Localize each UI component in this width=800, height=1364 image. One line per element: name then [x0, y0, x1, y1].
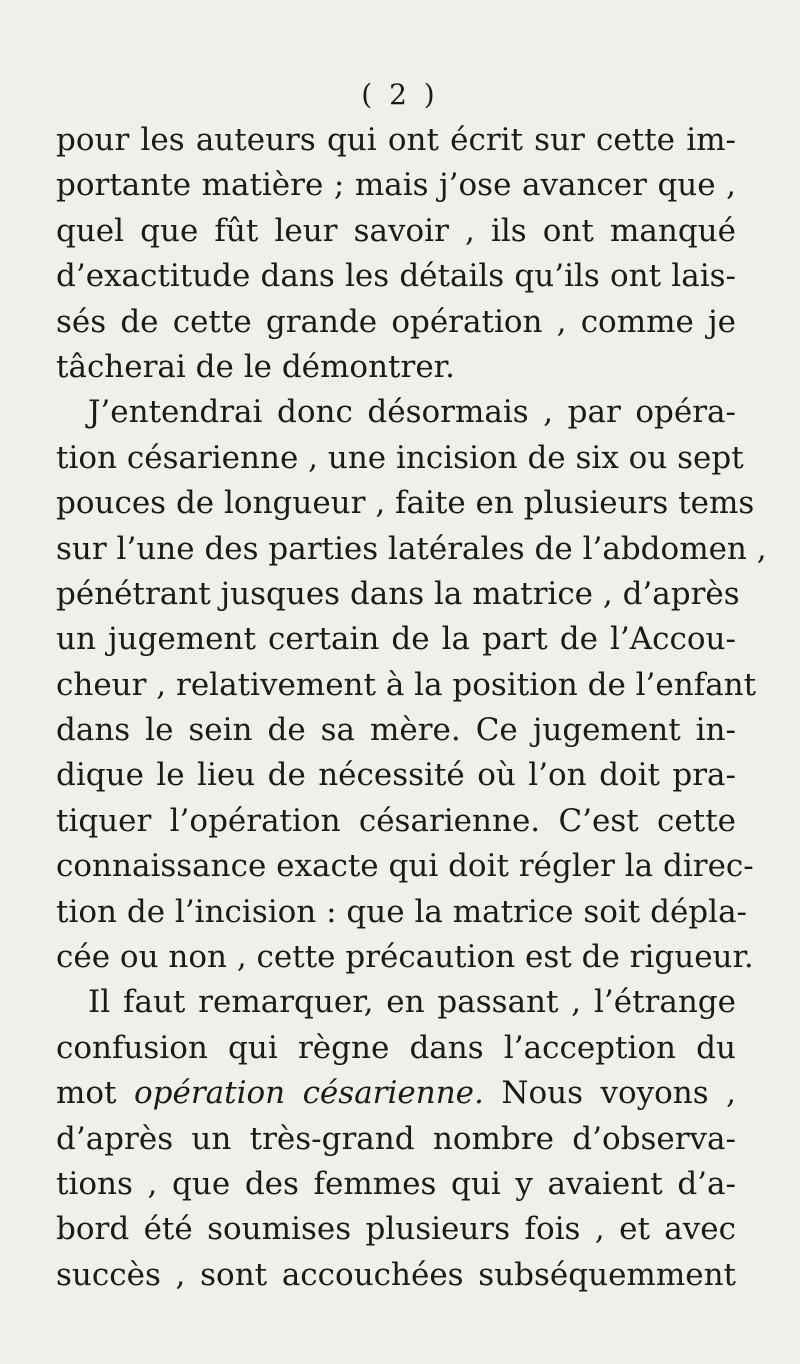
text-line: dans le sein de sa mère. Ce jugement in-: [56, 712, 736, 749]
text-line: d’après un très-grand nombre d’observa-: [56, 1120, 736, 1157]
page-number: ( 2 ): [361, 78, 439, 111]
text-line: tion césarienne , une incision de six ou sept: [56, 439, 744, 476]
text-line: pouces de longueur , faite en plusieurs tems: [56, 485, 755, 522]
text-line: d’exactitude dans les détails qu’ils ont lais-: [56, 258, 736, 295]
text-line-paragraph-end: tâcherai de le démontrer.: [56, 348, 455, 385]
text-line: portante matière ; mais j’ose avancer que ,: [56, 167, 736, 204]
text-segment: mot: [56, 1075, 134, 1112]
body-text: [56, 118, 767, 1298]
text-line: bord été soumises plusieurs fois , et avec: [56, 1211, 736, 1248]
text-line: cheur , relativement à la position de l’enfant: [56, 666, 757, 703]
text-line-paragraph-start: Il faut remarquer, en passant , l’étrange: [88, 984, 736, 1021]
text-line: dique le lieu de nécessité où l’on doit pra-: [56, 757, 736, 794]
text-line: tiquer l’opération césarienne. C’est cette: [56, 802, 736, 839]
text-line: pénétrant jusques dans la matrice , d’après: [56, 575, 740, 612]
text-line-with-italic: [56, 1071, 736, 1116]
text-segment: Nous voyons ,: [483, 1075, 736, 1112]
italic-term: opération césarienne.: [133, 1075, 484, 1112]
text-line: quel que fût leur savoir , ils ont manqué: [56, 212, 736, 249]
text-line: un jugement certain de la part de l’Accou-: [56, 621, 736, 658]
text-line: connaissance exacte qui doit régler la direc-: [56, 848, 754, 885]
text-line: confusion qui règne dans l’acception du: [56, 1029, 736, 1066]
text-line: pour les auteurs qui ont écrit sur cette im-: [56, 122, 736, 158]
text-line: sur l’une des parties latérales de l’abdomen ,: [56, 530, 767, 567]
text-line: succès , sont accouchées subséquemment: [56, 1256, 736, 1293]
text-line-paragraph-end: cée ou non , cette précaution est de rigueur.: [56, 939, 754, 976]
text-line-paragraph-start: J’entendrai donc désormais , par opéra-: [88, 394, 736, 431]
text-line: sés de cette grande opération , comme je: [56, 303, 736, 340]
text-line: tion de l’incision : que la matrice soit dépla-: [56, 893, 748, 930]
text-line: tions , que des femmes qui y avaient d’a-: [56, 1165, 736, 1202]
